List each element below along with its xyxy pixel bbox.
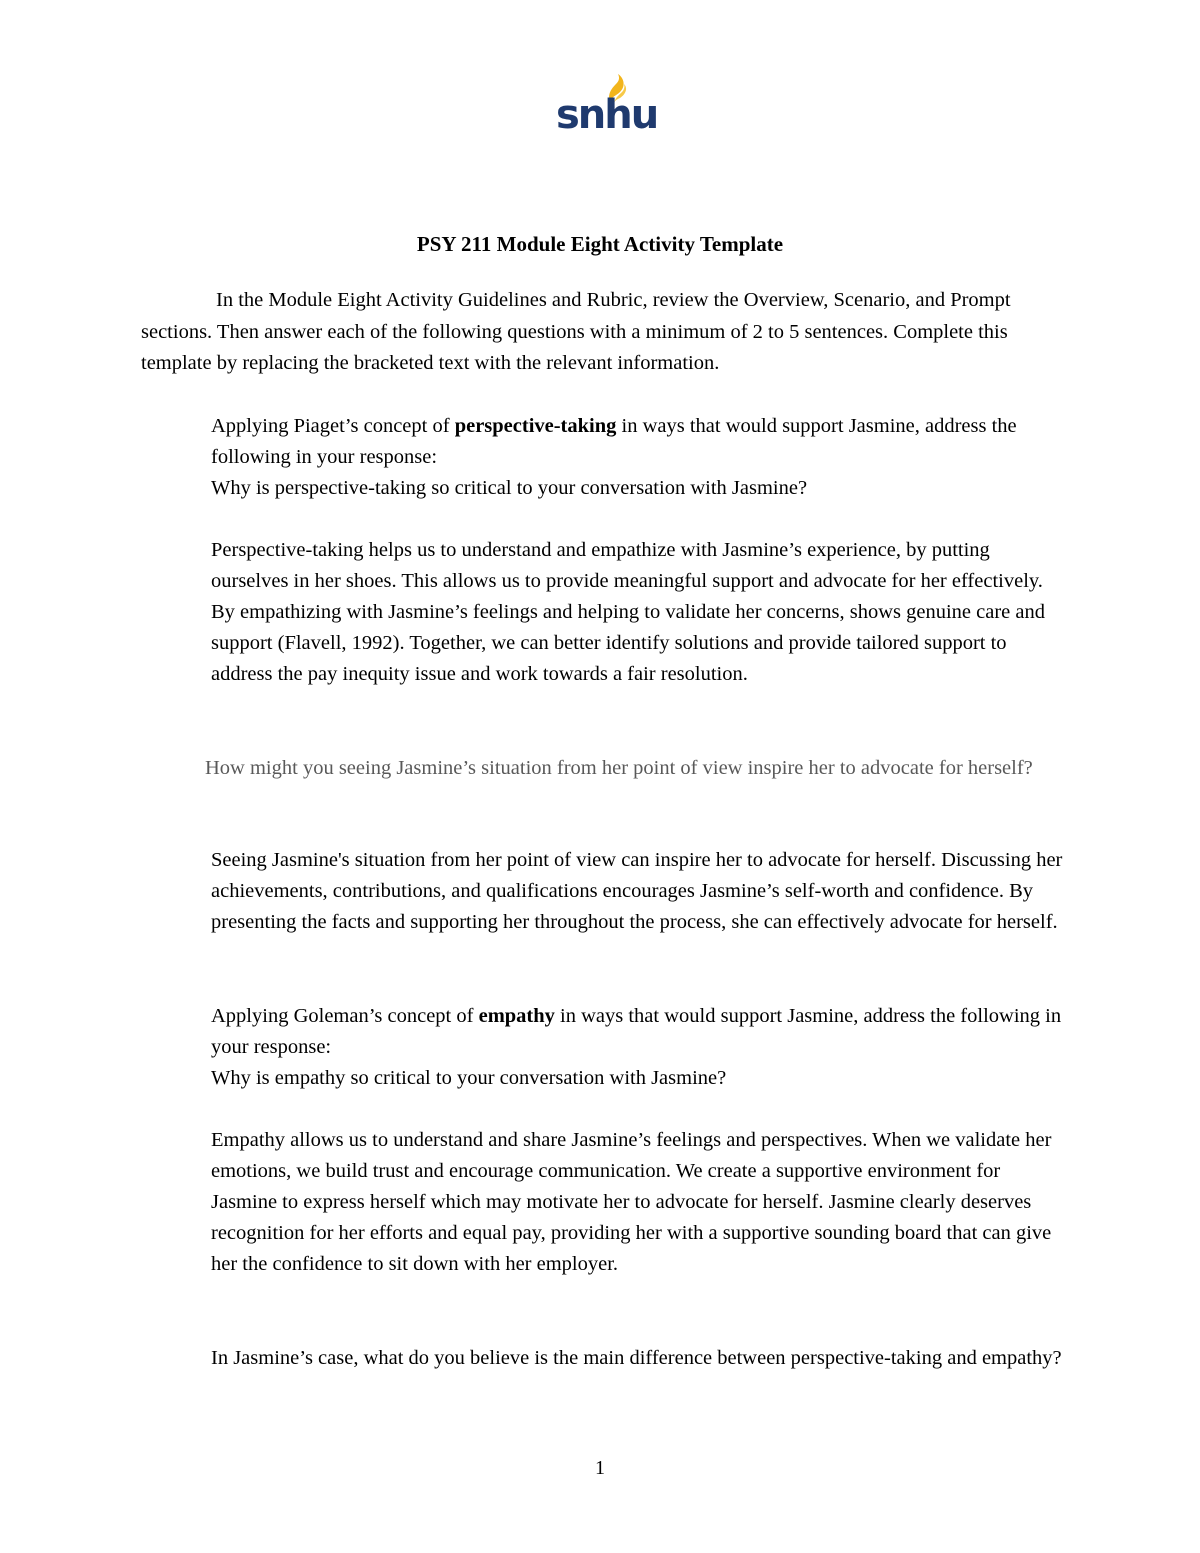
question-difference: In Jasmine’s case, what do you believe is the main difference between perspective-taking and empathy? bbox=[211, 1347, 1062, 1369]
answer-advocacy bbox=[211, 845, 1071, 938]
document-title: PSY 211 Module Eight Activity Template bbox=[416, 232, 784, 256]
logo-text: snhu bbox=[556, 92, 658, 138]
question-empathy: Why is empathy so critical to your conversation with Jasmine? bbox=[211, 1067, 727, 1089]
prompt-perspective-taking bbox=[211, 411, 1071, 473]
answer-empathy bbox=[211, 1125, 1071, 1280]
snhu-logo-mark bbox=[552, 72, 658, 138]
prompt-text: Applying Goleman’s concept of bbox=[211, 1005, 479, 1027]
snhu-logo bbox=[552, 72, 658, 138]
answer-text: Seeing Jasmine's situation from her point of view can inspire her to advocate for herself. Discussing her achievements, contributions, and qualifications encourages Jasmine’s self-worth and confidence. By presenting the facts and supporting her throughout the process, she can effectively advocate for herself. bbox=[211, 849, 1063, 933]
prompt-empathy bbox=[211, 1001, 1071, 1063]
prompt-text: Applying Piaget’s concept of bbox=[211, 415, 455, 437]
page-number: 1 bbox=[595, 1457, 605, 1479]
prompt-text: in ways that would support Jasmine, address the following in your response: bbox=[211, 1005, 1062, 1058]
question-perspective-taking: Why is perspective-taking so critical to your conversation with Jasmine? bbox=[211, 477, 808, 499]
section-empathy bbox=[211, 1001, 1071, 1094]
intro-paragraph: In the Module Eight Activity Guidelines and Rubric, review the Overview, Scenario, and Prompt sections. Then answer each of the following questions with a minimum of 2 to 5 sentences. Complete this template by replacing the bracketed text with the relevant information. bbox=[141, 289, 1011, 374]
section-perspective-taking bbox=[211, 411, 1071, 504]
prompt-keyword: empathy bbox=[478, 1005, 555, 1027]
question-advocacy: How might you seeing Jasmine’s situation from her point of view inspire her to advocate for herself? bbox=[205, 757, 1033, 779]
section-difference bbox=[211, 1343, 1071, 1374]
prompt-text: in ways that would support Jasmine, address the following in your response: bbox=[211, 415, 1017, 468]
answer-text: Empathy allows us to understand and share Jasmine’s feelings and perspectives. When we validate her emotions, we build trust and encourage communication. We create a supportive environment for Jasmine to express herself which may motivate her to advocate for herself. Jasmine clearly deserves recognition for her efforts and equal pay, providing her with a supportive sounding board that can give her the confidence to sit down with her employer. bbox=[211, 1129, 1052, 1275]
answer-perspective-taking bbox=[211, 535, 1071, 690]
answer-text: Perspective-taking helps us to understand and empathize with Jasmine’s experience, by putting ourselves in her shoes. This allows us to provide meaningful support and advocate for her effectively. By empathizing with Jasmine’s feelings and helping to validate her concerns, shows genuine care and support (Flavell, 1992). Together, we can better identify solutions and provide tailored support to address the pay inequity issue and work towards a fair resolution. bbox=[211, 539, 1046, 685]
prompt-keyword: perspective-taking bbox=[454, 415, 617, 437]
